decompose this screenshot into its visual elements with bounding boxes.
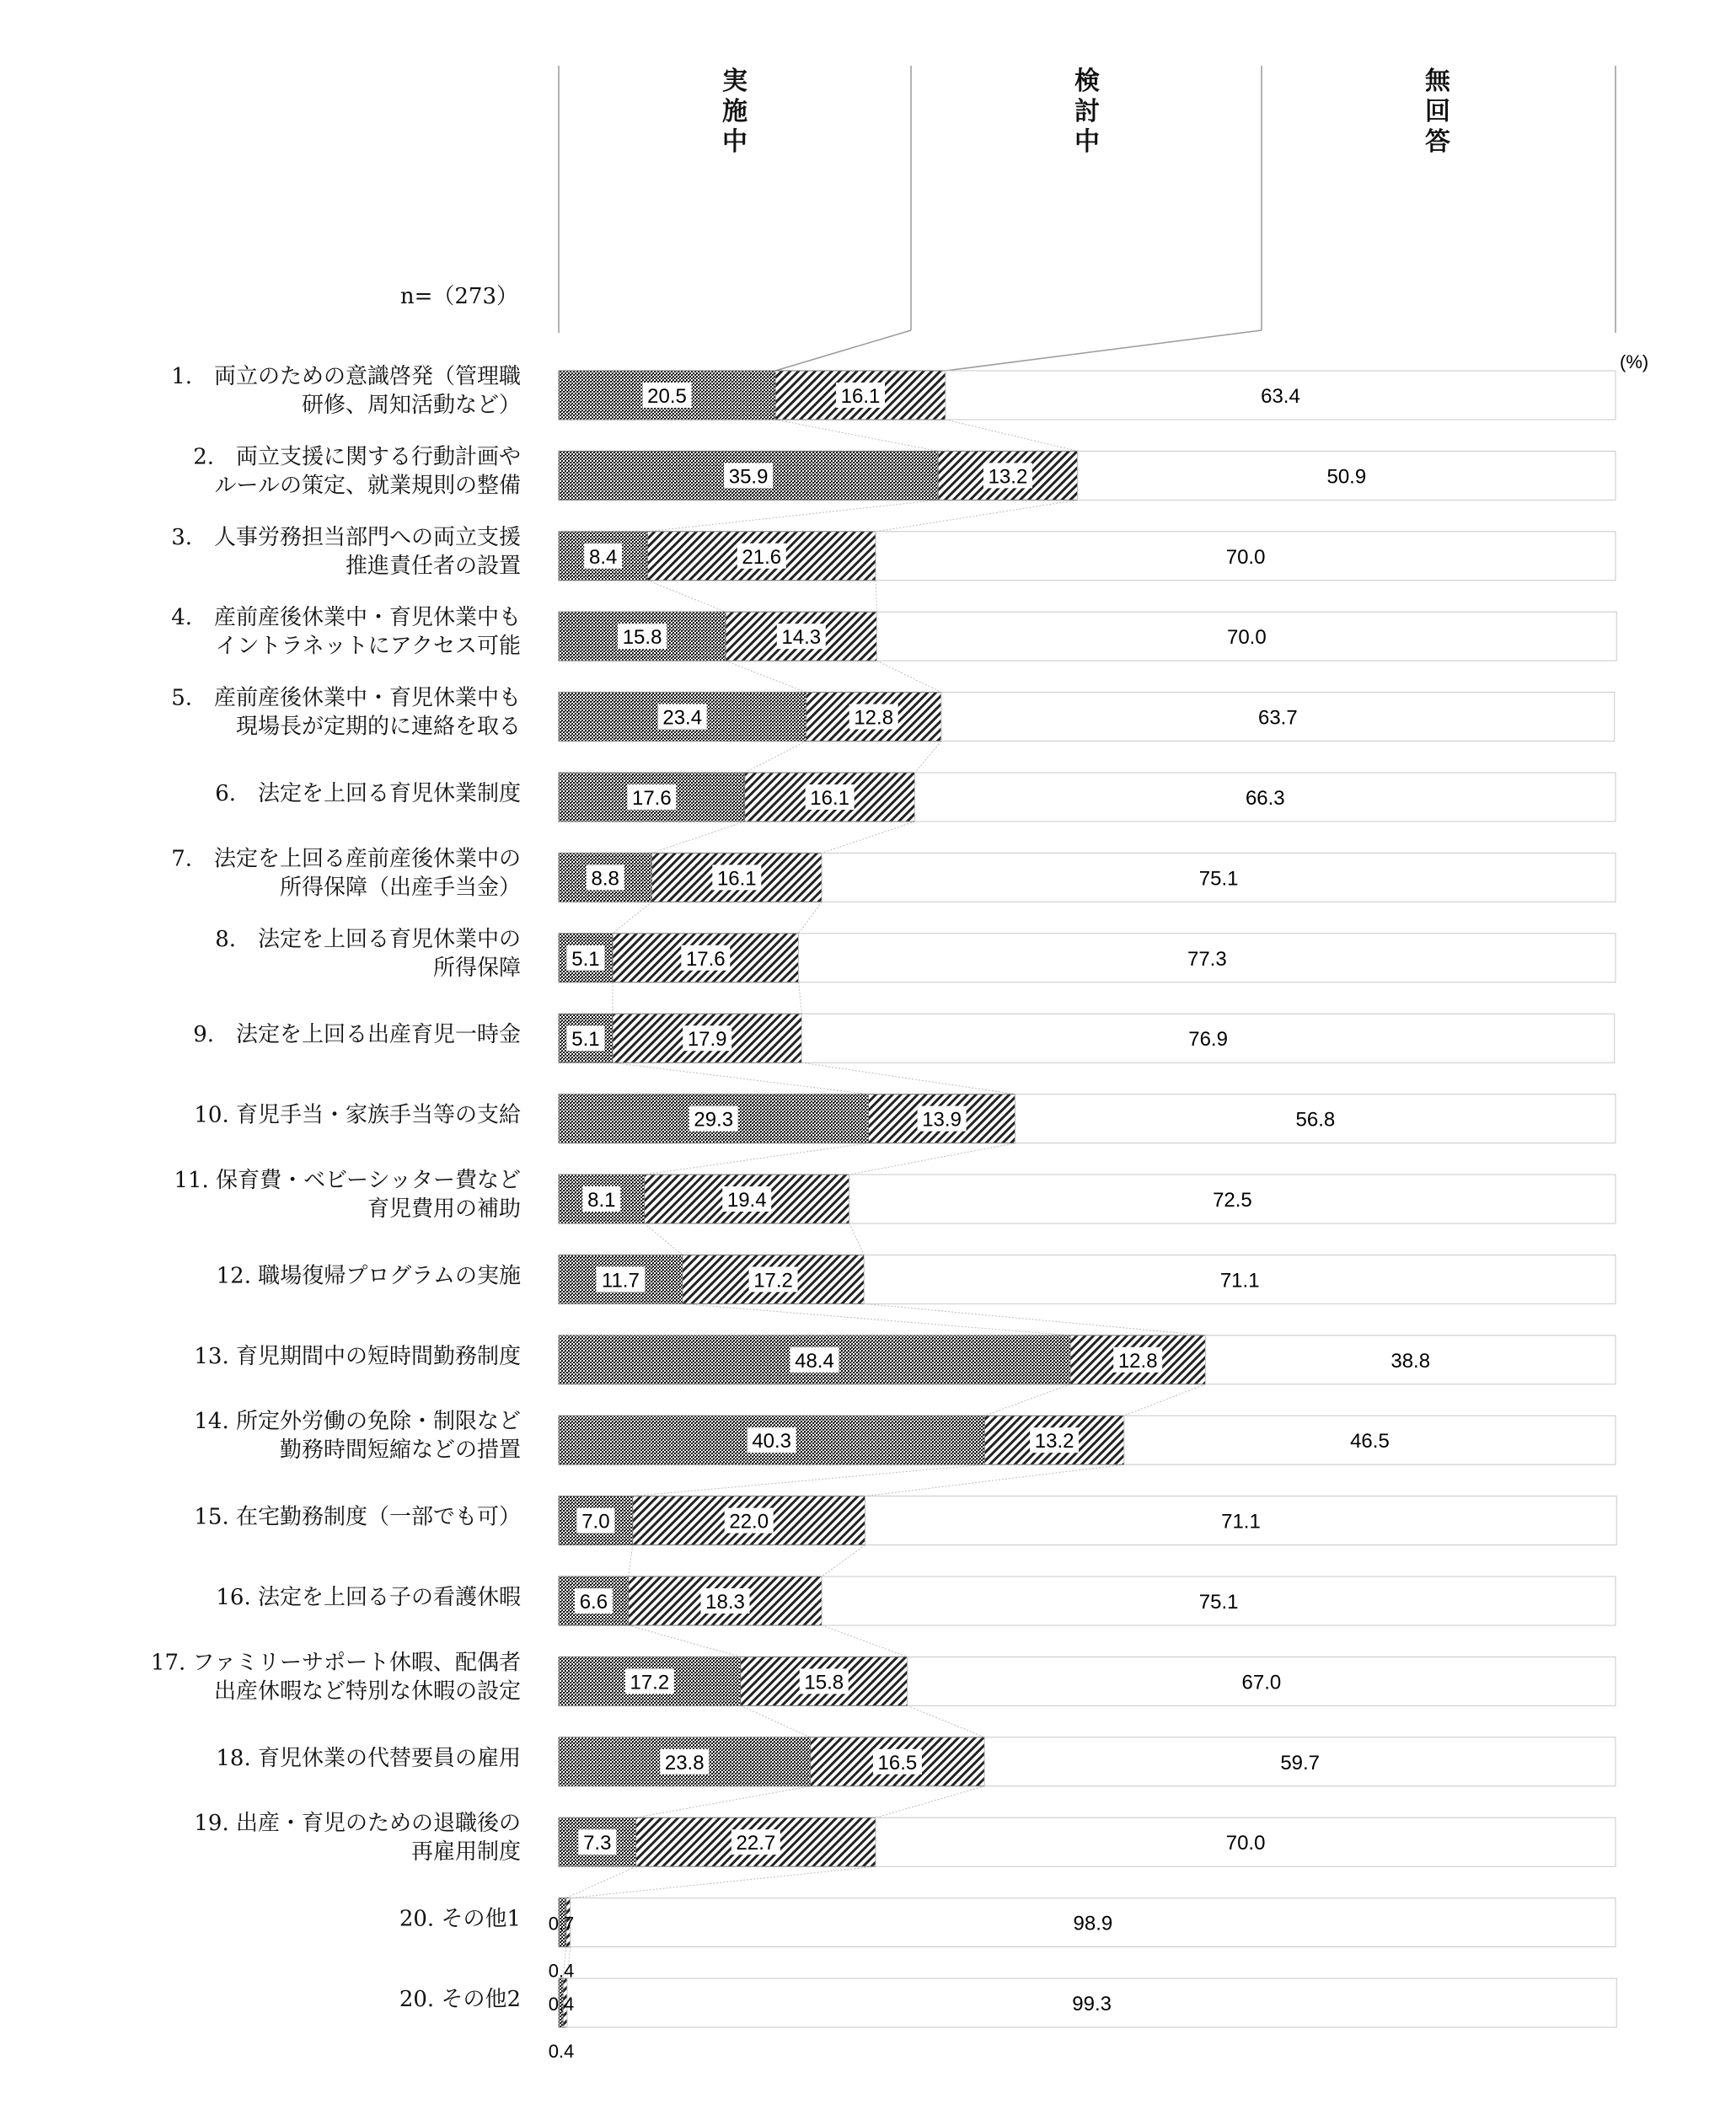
category-label-line: 13. 育児期間中の短時間勤務制度: [194, 1343, 521, 1369]
value-label-text: 0.7: [548, 1913, 575, 1935]
value-label-17-1: [625, 1668, 674, 1694]
category-label-line: 勤務時間短縮などの措置: [279, 1437, 521, 1464]
value-label-2-1: [724, 463, 773, 488]
value-label-text: 11.7: [601, 1269, 640, 1293]
value-label-6-2: [806, 784, 855, 810]
connector-line: [613, 1063, 868, 1094]
connector-line: [647, 581, 726, 612]
connector-line: [908, 1705, 985, 1737]
value-label-15-3: [1221, 1511, 1261, 1534]
connector-line: [745, 741, 806, 773]
legend-char: 検: [1074, 67, 1100, 96]
value-label-9-1: [566, 1025, 604, 1051]
value-label-4-3: [1227, 626, 1267, 649]
legend-label-2: [1074, 67, 1100, 157]
category-label-19: [194, 1811, 521, 1865]
value-label-text: 77.3: [1187, 947, 1227, 971]
bar-row-18: [559, 1737, 1615, 1786]
value-label-text: 17.2: [630, 1671, 670, 1694]
value-label-19-1: [578, 1829, 616, 1855]
value-label-21-2: [549, 2041, 575, 2062]
value-label-15-2: [725, 1508, 774, 1534]
value-label-text: 48.4: [795, 1349, 834, 1373]
category-label-1: [171, 364, 521, 418]
connector-line: [876, 1786, 984, 1817]
value-label-20-3: [1074, 1913, 1113, 1935]
value-label-7-1: [587, 864, 624, 890]
value-label-text: 12.8: [1117, 1349, 1158, 1373]
value-label-6-3: [1246, 787, 1285, 810]
category-label-line: 3. 人事労務担当部門への両立支援: [171, 524, 521, 550]
connector-line: [865, 1464, 1124, 1496]
value-label-text: 75.1: [1198, 1591, 1239, 1614]
category-label-line: 所得保障: [432, 955, 521, 981]
value-label-text: 17.9: [687, 1028, 727, 1052]
category-label-10: [194, 1103, 521, 1128]
connector-line: [571, 1866, 876, 1898]
value-label-19-2: [731, 1829, 780, 1855]
category-label-line: 12. 職場復帰プログラムの実施: [216, 1263, 521, 1289]
value-label-text: 35.9: [728, 465, 769, 489]
connector-line: [636, 1786, 811, 1817]
category-label-3: [171, 525, 521, 579]
bar-row-4: [559, 612, 1616, 661]
category-label-6: [215, 781, 521, 806]
category-label-line: 20. その他2: [399, 1987, 521, 2012]
value-label-text: 19.4: [726, 1189, 767, 1212]
category-label-17: [151, 1650, 521, 1704]
connector-line: [775, 420, 938, 451]
category-label-line: 出産休暇など特別な休暇の設定: [213, 1678, 521, 1705]
connector-line: [864, 1303, 1205, 1335]
value-label-9-3: [1188, 1028, 1228, 1051]
connector-line: [629, 1545, 633, 1576]
value-label-20-2: [549, 1961, 575, 1982]
value-label-text: 63.7: [1257, 706, 1298, 730]
value-label-text: 17.6: [631, 787, 672, 810]
value-label-text: 46.5: [1350, 1430, 1390, 1453]
category-label-15: [194, 1505, 521, 1530]
value-label-7-2: [712, 864, 761, 890]
value-label-text: 8.4: [588, 545, 618, 569]
category-label-line: 育児費用の補助: [367, 1196, 521, 1222]
value-label-18-2: [873, 1749, 922, 1774]
category-label-line: 14. 所定外労働の免除・制限など: [194, 1409, 521, 1435]
value-label-text: 8.8: [591, 867, 619, 891]
value-label-text: 38.8: [1390, 1349, 1431, 1373]
connector-line: [613, 902, 651, 933]
category-label-line: 現場長が定期的に連絡を取る: [235, 714, 521, 740]
header-layer: [400, 66, 1648, 372]
value-label-4-2: [777, 624, 826, 649]
value-label-16-1: [575, 1588, 613, 1614]
connector-line: [849, 1223, 865, 1255]
connector-line: [1124, 1384, 1206, 1416]
connector-line: [946, 420, 1078, 451]
value-label-19-3: [1226, 1832, 1266, 1855]
sample-size-label: n=（273）: [399, 284, 518, 309]
value-label-15-1: [576, 1508, 614, 1534]
category-label-line: 10. 育児手当・家族手当等の支給: [194, 1102, 521, 1128]
value-label-21-3: [1072, 1993, 1112, 2015]
category-label-5: [171, 686, 521, 740]
value-label-text: 17.6: [685, 947, 726, 971]
category-label-line: 7. 法定を上回る産前産後休業中の: [171, 846, 521, 872]
bar-row-13: [559, 1336, 1615, 1384]
value-label-18-1: [660, 1749, 709, 1774]
value-label-3-3: [1226, 546, 1266, 569]
value-label-text: 99.3: [1072, 1993, 1112, 2015]
value-label-10-3: [1296, 1109, 1336, 1132]
value-label-text: 8.1: [587, 1189, 616, 1212]
unit-label: (%): [1620, 351, 1649, 372]
value-label-16-3: [1199, 1591, 1239, 1614]
value-label-11-2: [722, 1186, 771, 1212]
category-label-7: [171, 846, 521, 900]
value-label-2-2: [983, 463, 1032, 488]
connector-line: [633, 1464, 985, 1496]
value-label-12-3: [1220, 1269, 1260, 1292]
bar-row-15: [559, 1496, 1616, 1545]
value-label-text: 13.9: [922, 1108, 962, 1132]
category-label-11: [174, 1168, 521, 1222]
value-label-3-2: [737, 543, 786, 569]
bar-row-12: [559, 1255, 1615, 1303]
category-label-line: 17. ファミリーサポート休暇、配偶者: [150, 1650, 521, 1676]
connector-line: [984, 1384, 1070, 1416]
value-label-8-3: [1187, 948, 1227, 971]
connector-line: [801, 1063, 1015, 1094]
value-label-text: 16.1: [810, 787, 850, 810]
value-label-10-1: [689, 1106, 738, 1132]
value-label-text: 7.0: [581, 1510, 610, 1534]
value-label-text: 16.1: [840, 385, 881, 408]
category-label-2: [193, 444, 521, 498]
value-label-6-1: [627, 784, 676, 810]
value-label-2-3: [1326, 465, 1366, 488]
category-label-line: イントラネットにアクセス可能: [215, 634, 521, 660]
legend-char: 回: [1425, 97, 1450, 126]
value-label-17-2: [800, 1668, 849, 1694]
category-label-line: ルールの策定、就業規則の整備: [214, 473, 521, 499]
legend-char: 中: [1074, 127, 1100, 157]
category-label-line: 19. 出産・育児のための退職後の: [194, 1811, 521, 1837]
category-label-line: 15. 在宅勤務制度（一部でも可）: [194, 1504, 521, 1530]
value-label-text: 23.4: [662, 706, 703, 730]
value-label-text: 67.0: [1241, 1671, 1282, 1694]
value-label-1-3: [1261, 385, 1300, 408]
connector-line: [726, 661, 806, 692]
value-label-text: 16.1: [716, 867, 757, 891]
value-label-11-1: [582, 1186, 620, 1212]
bar-row-11: [559, 1175, 1615, 1223]
category-label-line: 再雇用制度: [410, 1839, 521, 1865]
category-label-16: [216, 1585, 521, 1610]
category-label-20: [399, 1907, 521, 1932]
value-label-text: 5.1: [571, 947, 600, 971]
value-label-text: 12.8: [854, 706, 894, 730]
value-label-16-2: [701, 1588, 750, 1614]
category-label-21: [399, 1987, 521, 2012]
bar-row-14: [559, 1416, 1615, 1464]
legend-char: 無: [1425, 67, 1450, 96]
value-label-text: 6.6: [579, 1591, 608, 1614]
value-label-text: 40.3: [752, 1430, 792, 1453]
value-label-text: 71.1: [1219, 1269, 1260, 1293]
value-label-13-2: [1113, 1347, 1162, 1373]
legend-char: 施: [722, 97, 747, 126]
value-label-13-3: [1390, 1350, 1430, 1373]
connector-line: [629, 1625, 741, 1657]
value-label-text: 5.1: [571, 1028, 600, 1052]
value-label-8-2: [681, 945, 730, 971]
value-label-10-2: [918, 1106, 967, 1132]
value-label-text: 76.9: [1188, 1028, 1228, 1052]
value-label-text: 22.0: [729, 1510, 769, 1534]
header-connector-line: [775, 330, 911, 371]
value-label-text: 75.1: [1198, 867, 1239, 891]
value-label-text: 0.4: [548, 1994, 575, 2015]
bar-row-3: [559, 532, 1615, 581]
value-label-5-1: [658, 704, 707, 730]
value-label-text: 72.5: [1213, 1189, 1252, 1212]
value-label-20-1: [549, 1914, 575, 1935]
bar-row-19: [559, 1817, 1615, 1866]
category-label-line: 8. 法定を上回る育児休業中の: [215, 926, 521, 952]
category-label-line: 18. 育児休業の代替要員の雇用: [216, 1745, 521, 1771]
value-label-text: 71.1: [1221, 1510, 1261, 1534]
value-label-11-3: [1213, 1189, 1252, 1212]
value-label-7-3: [1199, 867, 1239, 890]
value-label-text: 15.8: [622, 626, 662, 650]
value-label-13-1: [790, 1347, 839, 1373]
category-label-line: 5. 産前産後休業中・育児休業中も: [171, 685, 521, 711]
value-label-text: 66.3: [1245, 787, 1285, 810]
value-label-text: 0.4: [548, 1960, 575, 1982]
connector-line: [741, 1705, 811, 1737]
value-label-text: 16.5: [877, 1751, 918, 1774]
value-label-text: 20.5: [647, 385, 687, 408]
value-label-8-1: [566, 945, 604, 971]
value-label-text: 14.3: [781, 626, 822, 650]
category-label-line: 4. 産前産後休業中・育児休業中も: [171, 605, 521, 631]
category-label-line: 2. 両立支援に関する行動計画や: [193, 444, 521, 470]
legend-char: 中: [722, 127, 747, 157]
value-label-text: 70.0: [1225, 545, 1266, 569]
value-label-3-1: [584, 543, 622, 569]
bar-layer: [559, 371, 1616, 2027]
value-label-text: 22.7: [736, 1832, 776, 1855]
value-label-text: 21.6: [742, 545, 782, 569]
connector-line: [849, 1143, 1015, 1175]
category-label-line: 研修、周知活動など）: [301, 393, 521, 418]
bar-row-5: [559, 693, 1615, 741]
value-label-text: 0.4: [548, 2041, 575, 2062]
category-label-line: 16. 法定を上回る子の看護休暇: [216, 1585, 521, 1610]
connector-line: [799, 982, 802, 1014]
value-label-4-1: [618, 624, 667, 649]
value-label-text: 70.0: [1225, 1832, 1266, 1855]
category-label-line: 推進責任者の設置: [345, 553, 521, 579]
value-label-text: 13.2: [988, 465, 1028, 489]
category-label-4: [171, 605, 521, 659]
value-label-12-2: [749, 1266, 798, 1292]
connector-line: [645, 1223, 683, 1255]
bar-row-1: [559, 371, 1615, 420]
value-label-text: 7.3: [583, 1832, 612, 1855]
value-label-1-1: [643, 383, 692, 408]
legend-char: 実: [722, 67, 747, 96]
connector-line: [822, 822, 914, 853]
category-label-line: 20. その他1: [399, 1906, 521, 1932]
legend-char: 答: [1425, 127, 1450, 157]
value-label-18-3: [1280, 1752, 1320, 1774]
legend-char: 討: [1074, 97, 1100, 126]
category-label-12: [217, 1263, 521, 1288]
connector-line: [645, 1143, 869, 1175]
value-label-text: 63.4: [1261, 385, 1300, 408]
value-label-12-1: [596, 1266, 645, 1292]
legend-label-3: [1425, 67, 1451, 157]
value-label-text: 98.9: [1073, 1912, 1113, 1935]
category-label-14: [194, 1409, 521, 1463]
category-label-line: 1. 両立のための意識啓発（管理職: [171, 364, 521, 389]
value-label-5-2: [849, 704, 898, 730]
value-label-21-1: [549, 1994, 575, 2015]
connector-line: [915, 741, 941, 773]
category-label-line: 9. 法定を上回る出産育児一時金: [193, 1022, 521, 1048]
connector-line: [647, 500, 938, 531]
value-label-text: 15.8: [804, 1671, 844, 1694]
category-label-8: [215, 927, 521, 981]
legend-label-1: [722, 67, 747, 157]
category-label-line: 11. 保育費・ベビーシッター費など: [174, 1168, 521, 1193]
value-label-text: 13.2: [1034, 1430, 1074, 1453]
category-label-9: [193, 1022, 521, 1047]
bar-row-6: [559, 773, 1615, 822]
connector-line: [876, 661, 940, 692]
category-label-13: [194, 1344, 521, 1369]
category-label-18: [216, 1746, 521, 1771]
header-connector-line: [946, 330, 1262, 371]
value-label-17-3: [1242, 1671, 1282, 1694]
connector-line: [822, 1545, 865, 1576]
value-label-text: 70.0: [1226, 626, 1267, 650]
value-label-text: 29.3: [694, 1108, 734, 1132]
value-label-14-2: [1030, 1427, 1079, 1453]
value-label-text: 18.3: [705, 1591, 745, 1614]
category-label-line: 6. 法定を上回る育児休業制度: [215, 781, 521, 806]
value-label-text: 50.9: [1326, 465, 1367, 489]
category-label-line: 所得保障（出産手当金）: [279, 875, 521, 901]
value-label-5-3: [1258, 707, 1298, 730]
value-label-9-2: [683, 1025, 731, 1051]
connector-line: [683, 1303, 1070, 1335]
value-label-text: 17.2: [753, 1269, 793, 1293]
value-label-text: 59.7: [1280, 1751, 1321, 1774]
value-label-text: 56.8: [1295, 1108, 1336, 1132]
value-label-14-3: [1350, 1430, 1390, 1453]
connector-line: [822, 1625, 908, 1657]
bar-row-17: [559, 1657, 1615, 1705]
connector-line: [799, 902, 822, 933]
value-label-text: 23.8: [664, 1751, 705, 1774]
value-label-1-2: [836, 383, 885, 408]
connector-line: [566, 1866, 636, 1898]
connector-line: [876, 500, 1078, 531]
connector-line: [651, 822, 744, 853]
value-label-14-1: [747, 1427, 796, 1453]
bar-row-2: [559, 451, 1615, 500]
